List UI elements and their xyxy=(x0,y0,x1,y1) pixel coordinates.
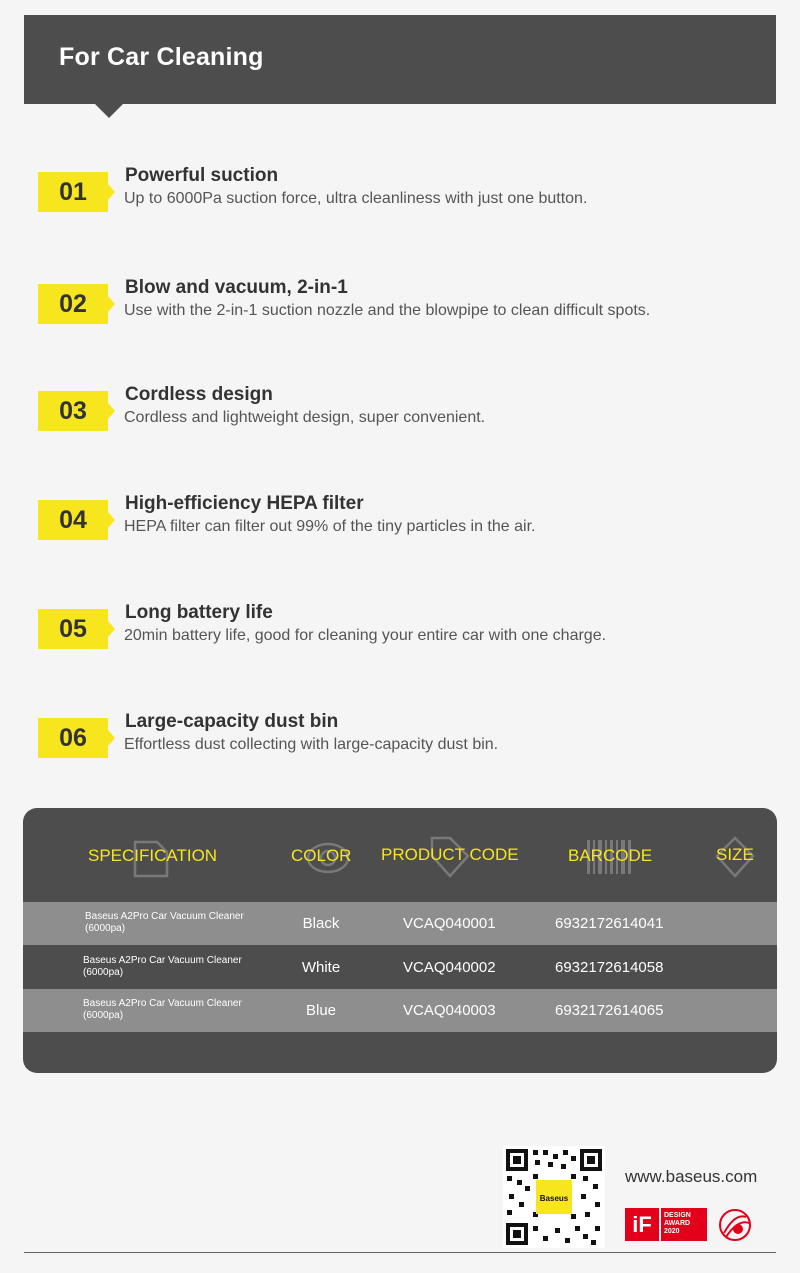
feature-description: HEPA filter can filter out 99% of the tiny particles in the air. xyxy=(124,518,536,535)
cell-specification: Baseus A2Pro Car Vacuum Cleaner (6000pa) xyxy=(85,911,244,934)
if-award-text: DESIGN AWARD 2020 xyxy=(661,1208,707,1241)
cell-barcode: 6932172614065 xyxy=(555,1002,664,1019)
header-size: SIZE xyxy=(716,845,754,864)
cell-product-code: VCAQ040003 xyxy=(403,1002,496,1019)
cell-barcode: 6932172614041 xyxy=(555,915,664,932)
header-pointer xyxy=(95,104,123,118)
feature-item xyxy=(38,384,758,451)
feature-item xyxy=(38,602,758,669)
header-product-code: PRODUCT CODE xyxy=(381,845,519,864)
feature-title: Blow and vacuum, 2-in-1 xyxy=(125,277,348,298)
website-link[interactable]: www.baseus.com xyxy=(625,1167,758,1186)
header-specification: SPECIFICATION xyxy=(88,846,218,865)
feature-number-badge: 01 xyxy=(38,172,108,212)
feature-number-badge: 03 xyxy=(38,391,108,431)
table-row xyxy=(23,989,777,1032)
feature-number-badge: 05 xyxy=(38,609,108,649)
header-barcode: BARCODE xyxy=(568,846,653,865)
feature-item xyxy=(38,711,758,778)
feature-title: Powerful suction xyxy=(125,165,279,186)
cell-color: White xyxy=(301,959,341,976)
feature-description: 20min battery life, good for cleaning your entire car with one charge. xyxy=(124,627,607,644)
feature-title: Large-capacity dust bin xyxy=(125,711,339,732)
feature-title: Long battery life xyxy=(125,602,273,623)
table-row xyxy=(23,946,777,989)
cell-barcode: 6932172614058 xyxy=(555,959,664,976)
cell-product-code: VCAQ040001 xyxy=(403,915,496,932)
feature-item xyxy=(38,165,758,232)
feature-title: Cordless design xyxy=(125,384,273,405)
header-banner xyxy=(24,15,776,104)
table-header xyxy=(23,808,777,902)
feature-number-badge: 04 xyxy=(38,500,108,540)
feature-number-badge: 02 xyxy=(38,284,108,324)
cell-product-code: VCAQ040002 xyxy=(403,959,496,976)
table-row xyxy=(23,902,777,945)
feature-description: Up to 6000Pa suction force, ultra cleanliness with just one button. xyxy=(124,190,588,207)
if-logo-mark: iF xyxy=(625,1208,659,1241)
feature-number-badge: 06 xyxy=(38,718,108,758)
cell-specification: Baseus A2Pro Car Vacuum Cleaner (6000pa) xyxy=(83,998,242,1021)
feature-description: Effortless dust collecting with large-capacity dust bin. xyxy=(124,736,499,753)
cell-specification: Baseus A2Pro Car Vacuum Cleaner (6000pa) xyxy=(83,955,242,978)
qr-brand-label: Baseus xyxy=(539,1194,569,1203)
cell-color: Black xyxy=(302,915,340,932)
specification-table xyxy=(23,808,777,1073)
feature-item xyxy=(38,277,758,344)
feature-description: Use with the 2-in-1 suction nozzle and the blowpipe to clean difficult spots. xyxy=(124,302,651,319)
feature-description: Cordless and lightweight design, super convenient. xyxy=(124,409,486,426)
feature-item xyxy=(38,493,758,560)
red-dot-award-icon xyxy=(716,1207,754,1243)
header-color: COLOR xyxy=(291,846,352,865)
cell-color: Blue xyxy=(305,1002,337,1019)
page-title: For Car Cleaning xyxy=(59,43,264,71)
footer-divider xyxy=(24,1252,776,1253)
if-design-award-logo xyxy=(625,1208,707,1241)
feature-title: High-efficiency HEPA filter xyxy=(125,493,364,514)
qr-code xyxy=(503,1146,605,1248)
